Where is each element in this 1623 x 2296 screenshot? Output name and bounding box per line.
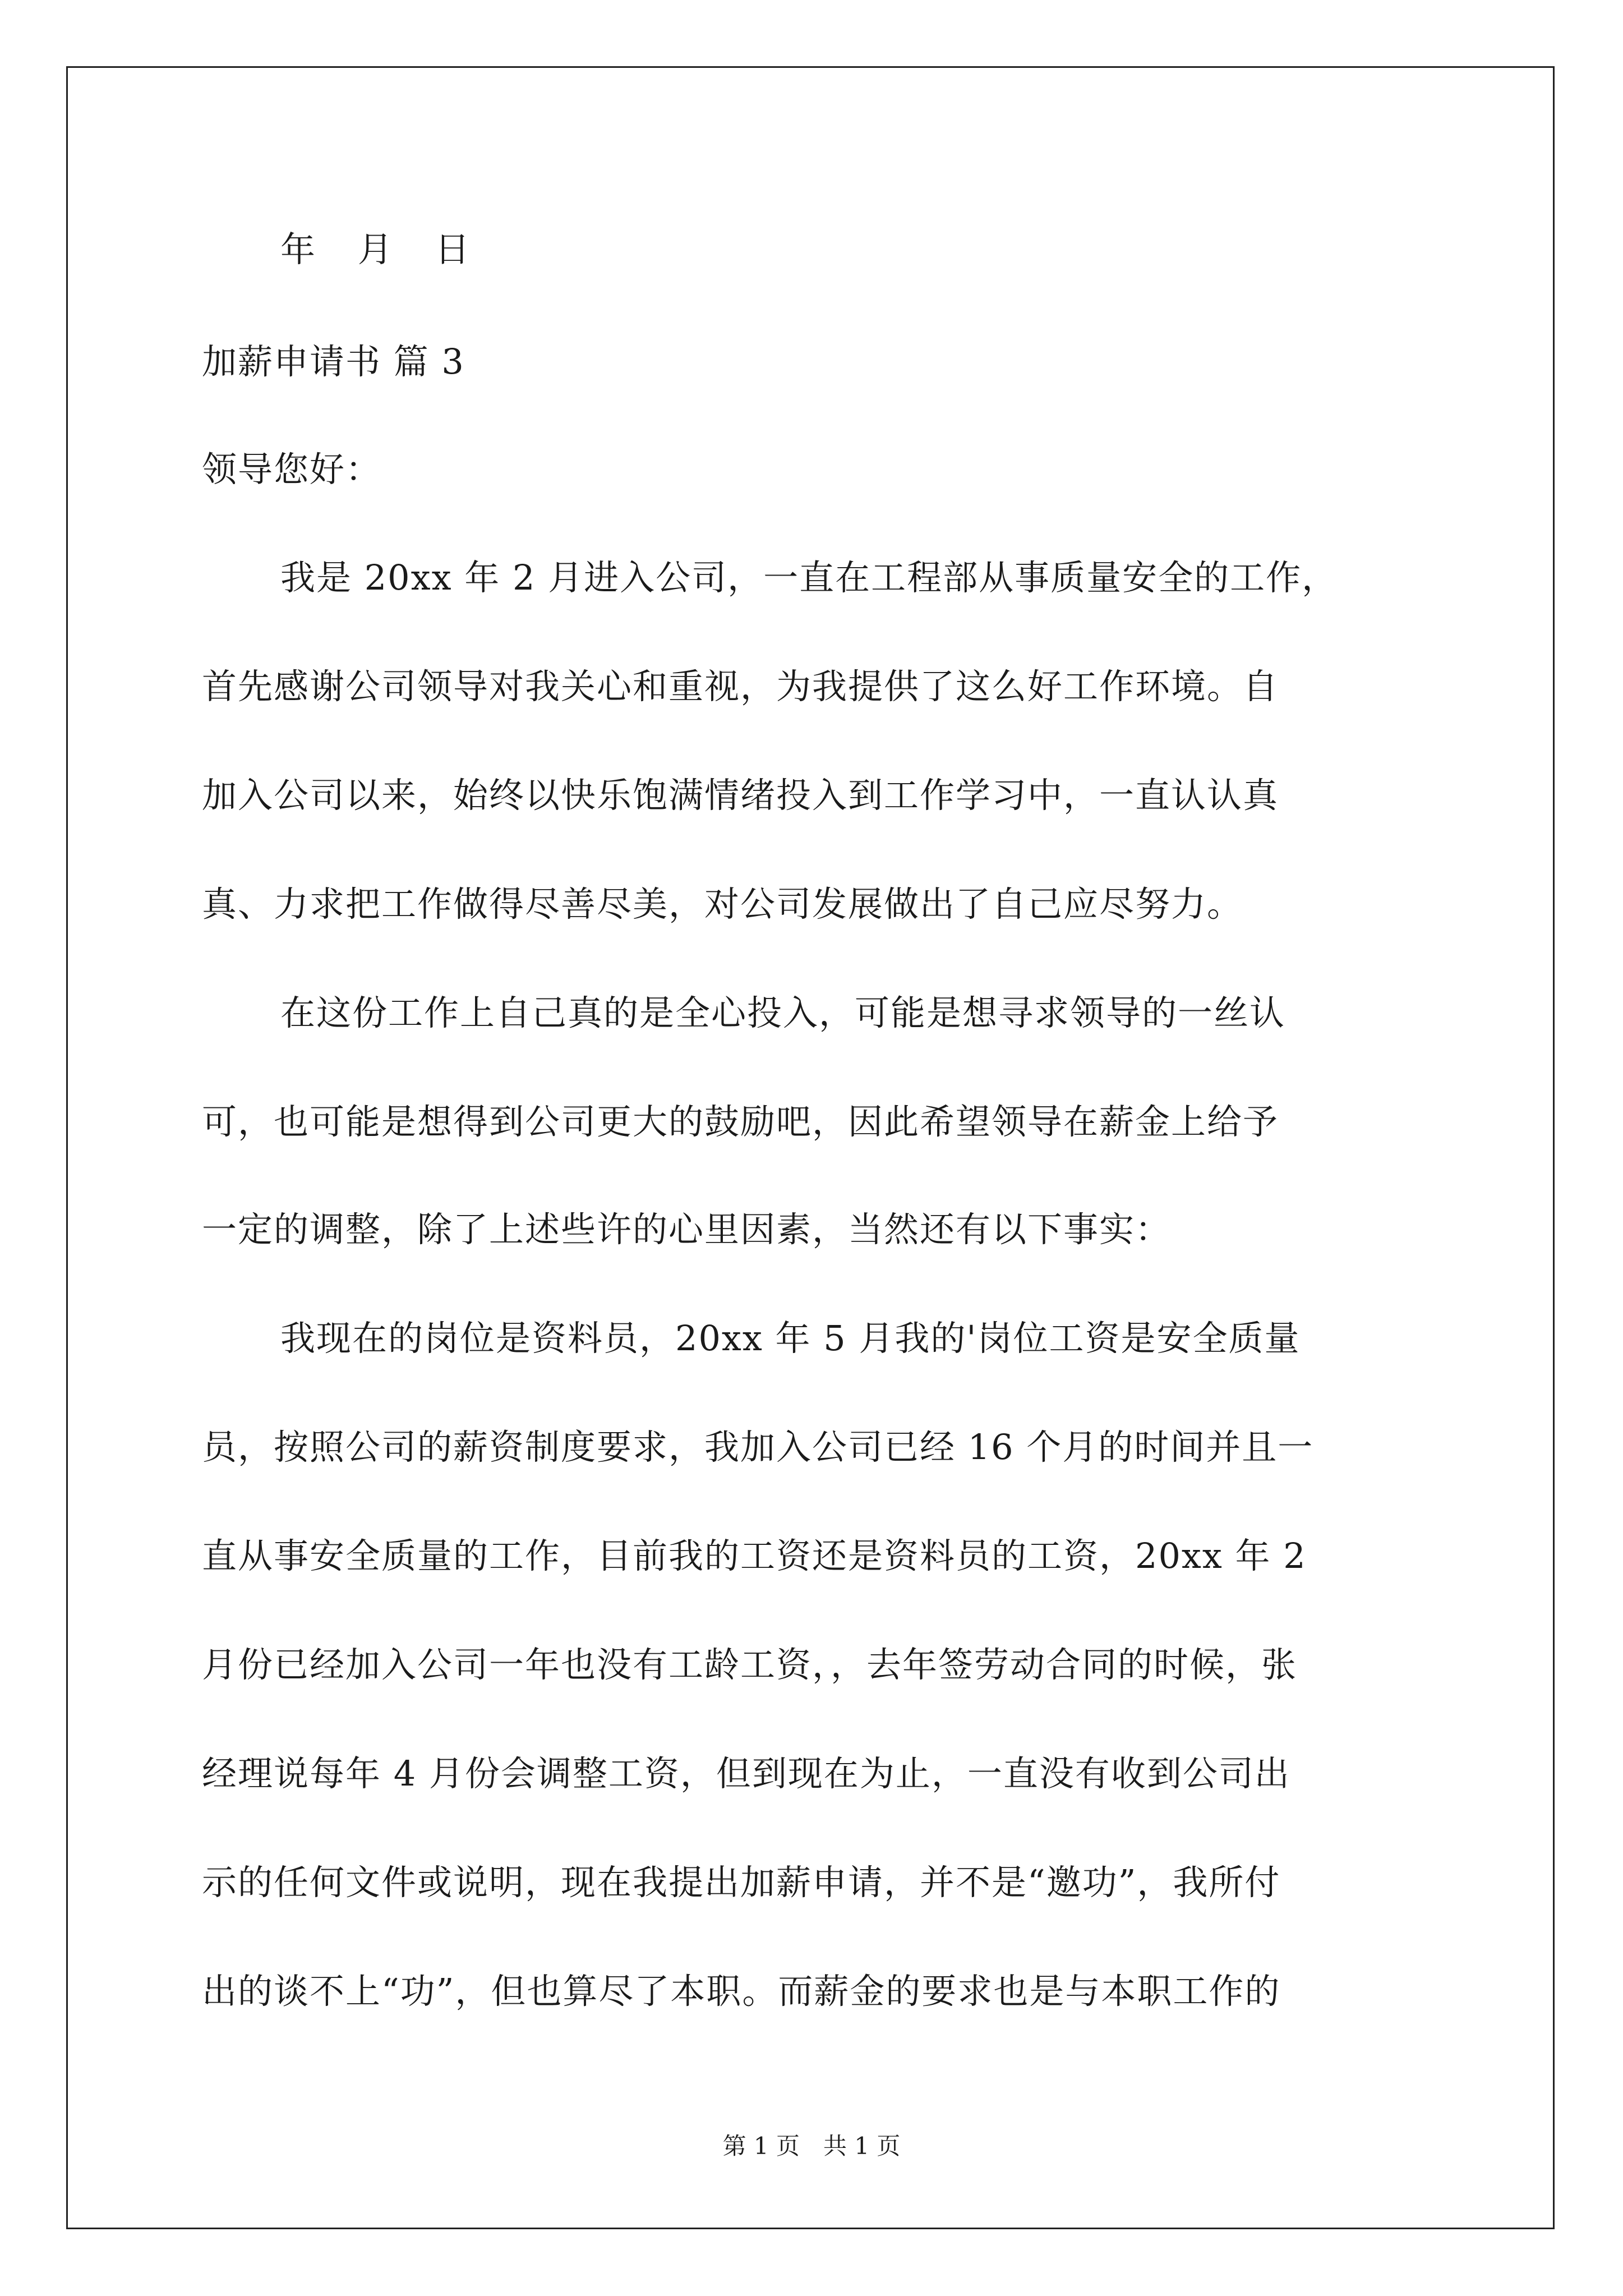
paragraph-line: 经理说每年 4 月份会调整工资，但到现在为止，一直没有收到公司出 [202,1753,1290,1794]
section-title: 加薪申请书 篇 3 [202,341,465,382]
paragraph-line: 我现在的岗位是资料员，20xx 年 5 月我的'岗位工资是安全质量 [280,1318,1301,1359]
paragraph-line: 真、力求把工作做得尽善尽美，对公司发展做出了自己应尽努力。 [202,884,1243,924]
paragraph-line: 在这份工作上自己真的是全心投入，可能是想寻求领导的一丝认 [280,992,1286,1033]
greeting: 领导您好： [202,449,382,490]
paragraph-line: 月份已经加入公司一年也没有工龄工资，，去年签劳动合同的时候，张 [202,1644,1298,1685]
date-line: 年 月 日 [280,229,486,270]
page-footer: 第 1 页 共 1 页 [722,2132,901,2160]
paragraph-line: 我是 20xx 年 2 月进入公司，一直在工程部从事质量安全的工作， [280,557,1338,598]
paragraph-line: 一定的调整，除了上述些许的心里因素，当然还有以下事实： [202,1209,1172,1250]
paragraph-line: 示的任何文件或说明，现在我提出加薪申请，并不是“邀功”，我所付 [202,1862,1281,1903]
paragraph-line: 加入公司以来，始终以快乐饱满情绪投入到工作学习中，一直认认真 [202,775,1279,816]
paragraph-line: 首先感谢公司领导对我关心和重视，为我提供了这么好工作环境。自 [202,666,1279,707]
paragraph-line: 可，也可能是想得到公司更大的鼓励吧，因此希望领导在薪金上给予 [202,1101,1279,1142]
paragraph-line: 出的谈不上“功”，但也算尽了本职。而薪金的要求也是与本职工作的 [202,1971,1281,2012]
paragraph-line: 员，按照公司的薪资制度要求，我加入公司已经 16 个月的时间并且一 [202,1427,1314,1467]
paragraph-line: 直从事安全质量的工作，目前我的工资还是资料员的工资，20xx 年 2 [202,1535,1307,1576]
